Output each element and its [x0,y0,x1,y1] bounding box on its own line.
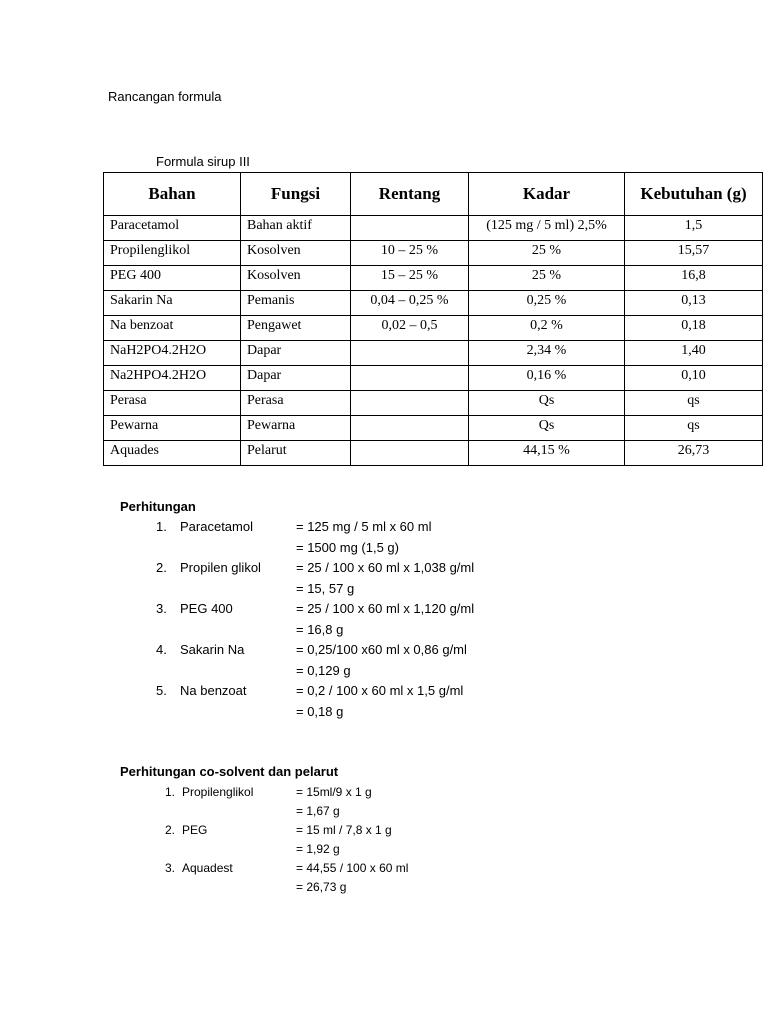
cell-rentang: 10 – 25 % [351,241,469,266]
cell-rentang [351,366,469,391]
calc-number: 4. [156,642,167,657]
perhitungan-heading: Perhitungan [120,499,196,514]
header-rentang: Rentang [351,173,469,216]
cell-bahan: Aquades [104,441,241,466]
calc-line: = 15, 57 g [296,581,355,596]
cell-rentang: 15 – 25 % [351,266,469,291]
cell-rentang: 0,02 – 0,5 [351,316,469,341]
calc-line: = 0,25/100 x60 ml x 0,86 g/ml [296,642,467,657]
cell-fungsi: Dapar [241,341,351,366]
cell-bahan: Perasa [104,391,241,416]
calc-line: = 44,55 / 100 x 60 ml [296,861,409,875]
cell-rentang [351,416,469,441]
table-row [104,441,763,466]
table-row [104,416,763,441]
calc-number: 3. [156,601,167,616]
cell-kadar: Qs [469,391,625,416]
calc-line: = 125 mg / 5 ml x 60 ml [296,519,432,534]
calc-line: = 25 / 100 x 60 ml x 1,120 g/ml [296,601,475,616]
cell-kebutuhan: qs [625,416,763,441]
header-bahan: Bahan [104,173,241,216]
calc-line: = 1,92 g [296,842,340,856]
cell-rentang [351,441,469,466]
table-row [104,216,763,241]
calc-ingredient: Propilen glikol [180,560,261,575]
cell-bahan: Sakarin Na [104,291,241,316]
cell-rentang [351,391,469,416]
calc-ingredient: PEG [182,823,208,837]
cell-fungsi: Dapar [241,366,351,391]
calc-ingredient: Na benzoat [180,683,247,698]
calc-line: = 1500 mg (1,5 g) [296,540,399,555]
cell-rentang [351,341,469,366]
cell-kebutuhan: 0,10 [625,366,763,391]
calc-line: = 25 / 100 x 60 ml x 1,038 g/ml [296,560,475,575]
cell-kebutuhan: 16,8 [625,266,763,291]
cell-kebutuhan: qs [625,391,763,416]
cell-bahan: Pewarna [104,416,241,441]
cell-kadar: 0,25 % [469,291,625,316]
cell-kadar: 0,16 % [469,366,625,391]
cell-fungsi: Bahan aktif [241,216,351,241]
calc-ingredient: Aquadest [182,861,233,875]
calc-number: 1. [156,519,167,534]
cell-fungsi: Pemanis [241,291,351,316]
cell-fungsi: Pengawet [241,316,351,341]
cell-kebutuhan: 0,13 [625,291,763,316]
cell-kebutuhan: 26,73 [625,441,763,466]
cell-kadar: (125 mg / 5 ml) 2,5% [469,216,625,241]
cell-fungsi: Kosolven [241,241,351,266]
calc-ingredient: PEG 400 [180,601,233,616]
cell-kadar: Qs [469,416,625,441]
table-header-row [104,173,763,216]
cell-bahan: Na benzoat [104,316,241,341]
cell-kadar: 2,34 % [469,341,625,366]
cell-bahan: Na2HPO4.2H2O [104,366,241,391]
cell-kadar: 25 % [469,266,625,291]
cosolvent-heading: Perhitungan co-solvent dan pelarut [120,764,339,779]
cell-kebutuhan: 1,40 [625,341,763,366]
calc-number: 2. [165,823,176,837]
cell-bahan: NaH2PO4.2H2O [104,341,241,366]
calc-line: = 1,67 g [296,804,340,818]
calc-line: = 26,73 g [296,880,347,894]
table-row [104,366,763,391]
cell-rentang: 0,04 – 0,25 % [351,291,469,316]
table-caption: Formula sirup III [156,154,250,169]
calc-line: = 16,8 g [296,622,344,637]
cell-bahan: Propilenglikol [104,241,241,266]
calc-line: = 15ml/9 x 1 g [296,785,372,799]
document-title: Rancangan formula [108,89,222,104]
cell-fungsi: Pelarut [241,441,351,466]
calc-line: = 0,129 g [296,663,351,678]
calc-number: 3. [165,861,176,875]
table-row [104,316,763,341]
header-kadar: Kadar [469,173,625,216]
table-row [104,291,763,316]
table-row [104,266,763,291]
calc-line: = 0,18 g [296,704,344,719]
cell-kadar: 25 % [469,241,625,266]
header-kebutuhan: Kebutuhan (g) [625,173,763,216]
cell-fungsi: Perasa [241,391,351,416]
cell-rentang [351,216,469,241]
calc-line: = 15 ml / 7,8 x 1 g [296,823,392,837]
cell-kebutuhan: 0,18 [625,316,763,341]
cell-fungsi: Kosolven [241,266,351,291]
cell-kadar: 0,2 % [469,316,625,341]
formula-table [103,172,763,466]
cell-kebutuhan: 15,57 [625,241,763,266]
cell-kebutuhan: 1,5 [625,216,763,241]
calc-ingredient: Propilenglikol [182,785,254,799]
calc-number: 1. [165,785,176,799]
calc-number: 5. [156,683,167,698]
header-fungsi: Fungsi [241,173,351,216]
cell-fungsi: Pewarna [241,416,351,441]
calc-ingredient: Paracetamol [180,519,253,534]
cell-kadar: 44,15 % [469,441,625,466]
calc-line: = 0,2 / 100 x 60 ml x 1,5 g/ml [296,683,464,698]
cell-bahan: Paracetamol [104,216,241,241]
table-row [104,341,763,366]
calc-number: 2. [156,560,167,575]
table-row [104,391,763,416]
cell-bahan: PEG 400 [104,266,241,291]
calc-ingredient: Sakarin Na [180,642,245,657]
table-row [104,241,763,266]
